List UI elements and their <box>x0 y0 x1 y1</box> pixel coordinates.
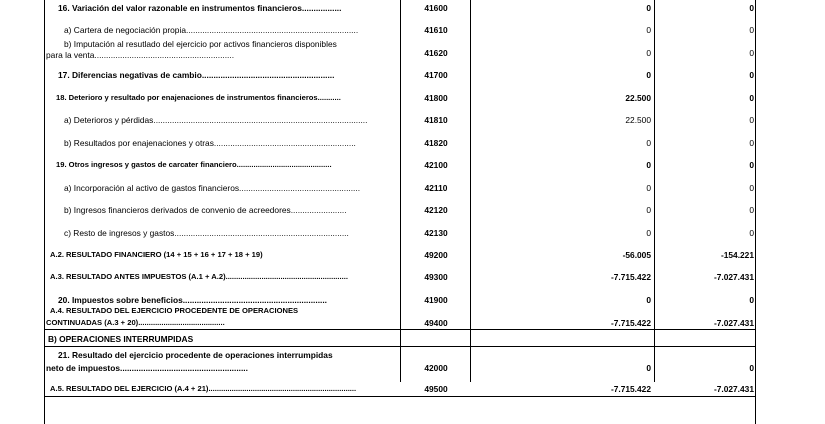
row-code: 41900 <box>424 295 448 305</box>
row-code: 42130 <box>424 228 448 238</box>
row-code: 41800 <box>424 93 448 103</box>
row-label: b) Resultados por enajenaciones y otras............................................................. <box>64 138 356 148</box>
row-label: 19. Otros ingresos y gastos de carcater financiero............................................. <box>56 160 332 169</box>
value1-col-right-border <box>654 0 655 382</box>
rule-before-section-b <box>44 346 756 347</box>
row-value-current: 0 <box>646 160 651 170</box>
row-value-current: -7.715.422 <box>610 318 651 328</box>
row-code: 42000 <box>424 363 448 373</box>
row-value-current: 0 <box>646 48 651 58</box>
row-value-previous: -7.027.431 <box>713 318 754 328</box>
row-value-previous: 0 <box>749 228 754 238</box>
row-code: 42110 <box>424 183 448 193</box>
row-value-current: -7.715.422 <box>610 272 651 282</box>
row-label: a) Deterioros y pérdidas............................................................................................ <box>64 115 368 125</box>
row-value-previous: 0 <box>749 48 754 58</box>
row-value-previous: 0 <box>749 70 754 80</box>
row-label: 20. Impuestos sobre beneficios.............................................................. <box>58 295 327 305</box>
row-code: 41610 <box>424 25 448 35</box>
row-label: A.5. RESULTADO DEL EJERCICIO (A.4 + 21)...................................................................... <box>50 384 357 393</box>
row-value-previous: 0 <box>749 25 754 35</box>
row-label: c) Resto de ingresos y gastos........................................................................... <box>64 228 349 238</box>
row-code: 49400 <box>424 318 448 328</box>
row-code: 41620 <box>424 48 448 58</box>
row-code: 42100 <box>424 160 448 170</box>
row-value-current: 0 <box>646 25 651 35</box>
row-value-current: 0 <box>646 295 651 305</box>
row-code: 42120 <box>424 205 448 215</box>
row-value-current: 0 <box>646 363 651 373</box>
left-border <box>44 0 45 424</box>
row-label-line2: neto de impuestos....................................................... <box>46 363 248 373</box>
row-value-previous: 0 <box>749 183 754 193</box>
row-value-previous: 0 <box>749 295 754 305</box>
row-label: b) Imputación al resutlado del ejercicio por activos financieros disponibles <box>64 39 337 49</box>
rule-after-a5 <box>44 396 756 397</box>
row-label: 21. Resultado del ejercicio procedente de operaciones interrumpidas <box>58 350 333 360</box>
row-label-line2: para la venta............................................................ <box>46 50 235 60</box>
row-code: 49300 <box>424 272 448 282</box>
row-value-previous: -154.221 <box>720 250 754 260</box>
row-code: 49200 <box>424 250 448 260</box>
row-label: 17. Diferencias negativas de cambio......................................................... <box>58 70 335 80</box>
row-code: 41820 <box>424 138 448 148</box>
row-label: a) Incorporación al activo de gastos financieros.................................................... <box>64 183 361 193</box>
row-label: 16. Variación del valor razonable en instrumentos financieros................. <box>58 3 342 13</box>
row-value-previous: 0 <box>749 3 754 13</box>
section-b-heading: B) OPERACIONES INTERRUMPIDAS <box>48 334 194 344</box>
row-value-current: 0 <box>646 205 651 215</box>
row-code: 49500 <box>424 384 448 394</box>
row-value-current: 0 <box>646 228 651 238</box>
row-value-current: 0 <box>646 70 651 80</box>
row-value-previous: 0 <box>749 205 754 215</box>
row-label: b) Ingresos financieros derivados de convenio de acreedores........................ <box>64 205 347 215</box>
row-value-previous: 0 <box>749 363 754 373</box>
row-value-previous: -7.027.431 <box>713 272 754 282</box>
row-label: A.2. RESULTADO FINANCIERO (14 + 15 + 16 + 17 + 18 + 19) <box>50 250 263 259</box>
row-label: A.4. RESULTADO DEL EJERCICIO PROCEDENTE DE OPERACIONES <box>50 306 299 315</box>
row-code: 41700 <box>424 70 448 80</box>
row-value-current: 0 <box>646 3 651 13</box>
row-value-previous: 0 <box>749 138 754 148</box>
row-value-previous: -7.027.431 <box>713 384 754 394</box>
row-label-line2: CONTINUADAS (A.3 + 20)......................................... <box>46 318 225 327</box>
row-value-current: -7.715.422 <box>610 384 651 394</box>
row-value-previous: 0 <box>749 115 754 125</box>
row-label: a) Cartera de negociación propia.......................................................................... <box>64 25 359 35</box>
row-value-current: 0 <box>646 183 651 193</box>
right-border <box>755 0 756 424</box>
rule-after-a4 <box>44 329 756 330</box>
row-value-current: -56.005 <box>622 250 651 260</box>
row-value-current: 22.500 <box>625 115 651 125</box>
row-code: 41600 <box>424 3 448 13</box>
row-label: A.3. RESULTADO ANTES IMPUESTOS (A.1 + A.2).......................................................... <box>50 272 348 281</box>
row-value-previous: 0 <box>749 93 754 103</box>
row-code: 41810 <box>424 115 448 125</box>
row-value-current: 0 <box>646 138 651 148</box>
row-value-current: 22.500 <box>625 93 651 103</box>
row-value-previous: 0 <box>749 160 754 170</box>
row-label: 18. Deterioro y resultado por enajenaciones de instrumentos financieros........... <box>56 93 341 102</box>
